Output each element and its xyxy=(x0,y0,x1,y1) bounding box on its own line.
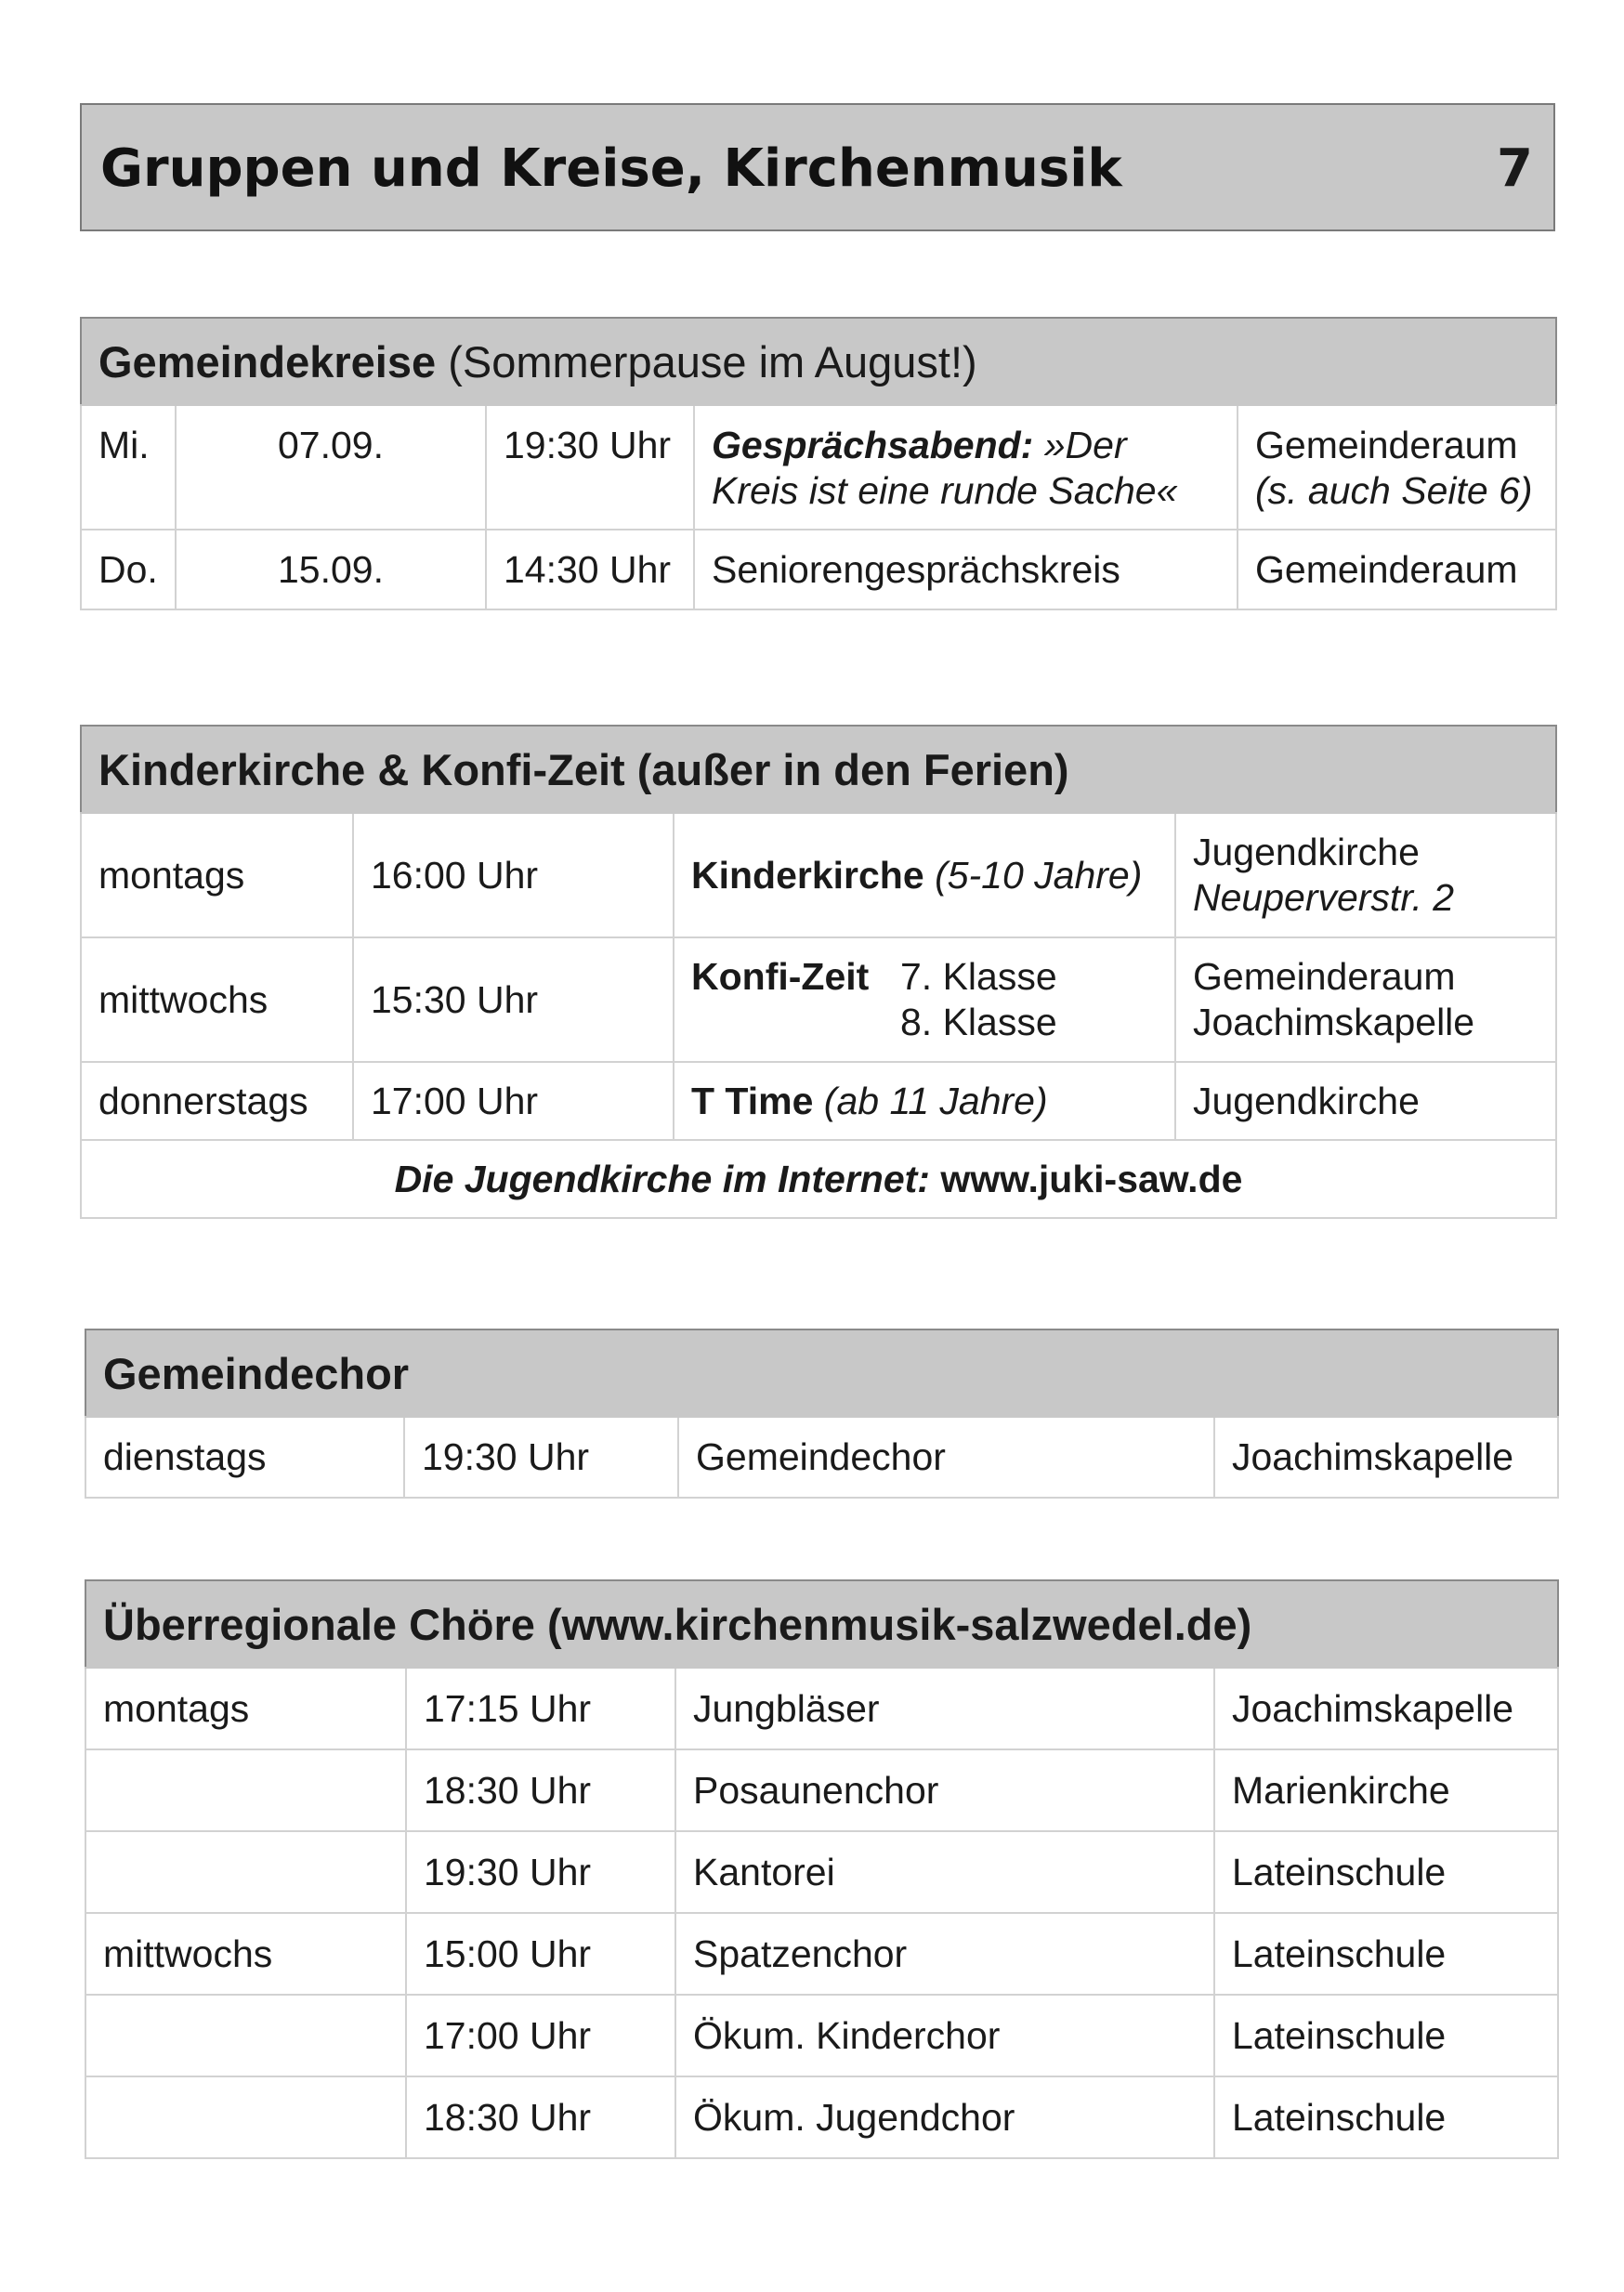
day-cell xyxy=(85,1831,406,1913)
table-row xyxy=(81,937,1556,1062)
time-cell: 19:30 Uhr xyxy=(404,1417,678,1498)
table-row xyxy=(85,1913,1558,1995)
time-cell: 14:30 Uhr xyxy=(486,530,694,609)
table-row xyxy=(85,2076,1558,2158)
table-row xyxy=(81,530,1556,609)
kinderkirche-heading: Kinderkirche & Konfi-Zeit (außer in den Ferien) xyxy=(81,726,1556,813)
time-cell: 19:30 Uhr xyxy=(486,405,694,530)
footer-row xyxy=(81,1140,1556,1218)
page-title: Gruppen und Kreise, Kirchenmusik xyxy=(100,138,1122,199)
event-cell: Kinderkirche (5-10 Jahre) xyxy=(674,813,1175,937)
gemeindekreise-table xyxy=(80,317,1557,610)
choere-heading: Überregionale Chöre (www.kirchenmusik-salzwedel.de) xyxy=(85,1580,1558,1668)
event-cell: Spatzenchor xyxy=(675,1913,1214,1995)
day-cell xyxy=(85,1749,406,1831)
time-cell: 17:00 Uhr xyxy=(353,1062,674,1140)
day-cell: mittwochs xyxy=(81,937,353,1062)
kinderkirche-table xyxy=(80,725,1557,1219)
juki-url-link[interactable]: www.juki-saw.de xyxy=(940,1157,1243,1200)
day-cell: Do. xyxy=(81,530,176,609)
event-cell: Konfi-Zeit 7. Klasse 8. Klasse xyxy=(674,937,1175,1062)
date-cell: 15.09. xyxy=(176,530,486,609)
time-cell: 19:30 Uhr xyxy=(406,1831,675,1913)
event-cell: Gemeindechor xyxy=(678,1417,1214,1498)
time-cell: 15:00 Uhr xyxy=(406,1913,675,1995)
gemeindechor-table xyxy=(85,1329,1559,1499)
time-cell: 18:30 Uhr xyxy=(406,1749,675,1831)
day-cell: Mi. xyxy=(81,405,176,530)
event-cell: Kantorei xyxy=(675,1831,1214,1913)
place-cell: Joachimskapelle xyxy=(1214,1668,1558,1749)
place-cell: Gemeinderaum xyxy=(1238,530,1556,609)
date-cell: 07.09. xyxy=(176,405,486,530)
event-cell: Posaunenchor xyxy=(675,1749,1214,1831)
juki-footer: Die Jugendkirche im Internet: www.juki-saw.de xyxy=(81,1140,1556,1218)
place-cell: Gemeinderaum Joachimskapelle xyxy=(1175,937,1556,1062)
place-cell: Lateinschule xyxy=(1214,1913,1558,1995)
event-cell: T Time (ab 11 Jahre) xyxy=(674,1062,1175,1140)
day-cell: dienstags xyxy=(85,1417,404,1498)
time-cell: 16:00 Uhr xyxy=(353,813,674,937)
day-cell: donnerstags xyxy=(81,1062,353,1140)
day-cell xyxy=(85,2076,406,2158)
day-cell: montags xyxy=(81,813,353,937)
day-cell xyxy=(85,1995,406,2076)
time-cell: 15:30 Uhr xyxy=(353,937,674,1062)
event-cell: Seniorengesprächskreis xyxy=(694,530,1238,609)
table-row xyxy=(85,1831,1558,1913)
place-cell: Jugendkirche xyxy=(1175,1062,1556,1140)
place-cell: Lateinschule xyxy=(1214,1831,1558,1913)
time-cell: 17:15 Uhr xyxy=(406,1668,675,1749)
time-cell: 17:00 Uhr xyxy=(406,1995,675,2076)
day-cell: montags xyxy=(85,1668,406,1749)
page-header xyxy=(80,103,1555,231)
event-cell: Ökum. Jugendchor xyxy=(675,2076,1214,2158)
event-cell: Ökum. Kinderchor xyxy=(675,1995,1214,2076)
table-row xyxy=(81,1062,1556,1140)
table-row xyxy=(85,1749,1558,1831)
table-row xyxy=(85,1995,1558,2076)
table-row xyxy=(85,1668,1558,1749)
place-cell: Gemeinderaum (s. auch Seite 6) xyxy=(1238,405,1556,530)
gemeindekreise-heading: Gemeindekreise (Sommerpause im August!) xyxy=(81,318,1556,405)
place-cell: Marienkirche xyxy=(1214,1749,1558,1831)
table-row xyxy=(81,405,1556,530)
time-cell: 18:30 Uhr xyxy=(406,2076,675,2158)
table-row xyxy=(81,813,1556,937)
place-cell: Lateinschule xyxy=(1214,1995,1558,2076)
event-cell: Gesprächsabend: »Der Kreis ist eine runde Sache« xyxy=(694,405,1238,530)
choere-table xyxy=(85,1579,1559,2159)
event-cell: Jungbläser xyxy=(675,1668,1214,1749)
place-cell: Joachimskapelle xyxy=(1214,1417,1558,1498)
page-number: 7 xyxy=(1497,138,1533,199)
place-cell: Lateinschule xyxy=(1214,2076,1558,2158)
gemeindechor-heading: Gemeindechor xyxy=(85,1329,1558,1417)
table-row xyxy=(85,1417,1558,1498)
day-cell: mittwochs xyxy=(85,1913,406,1995)
place-cell: Jugendkirche Neuperverstr. 2 xyxy=(1175,813,1556,937)
